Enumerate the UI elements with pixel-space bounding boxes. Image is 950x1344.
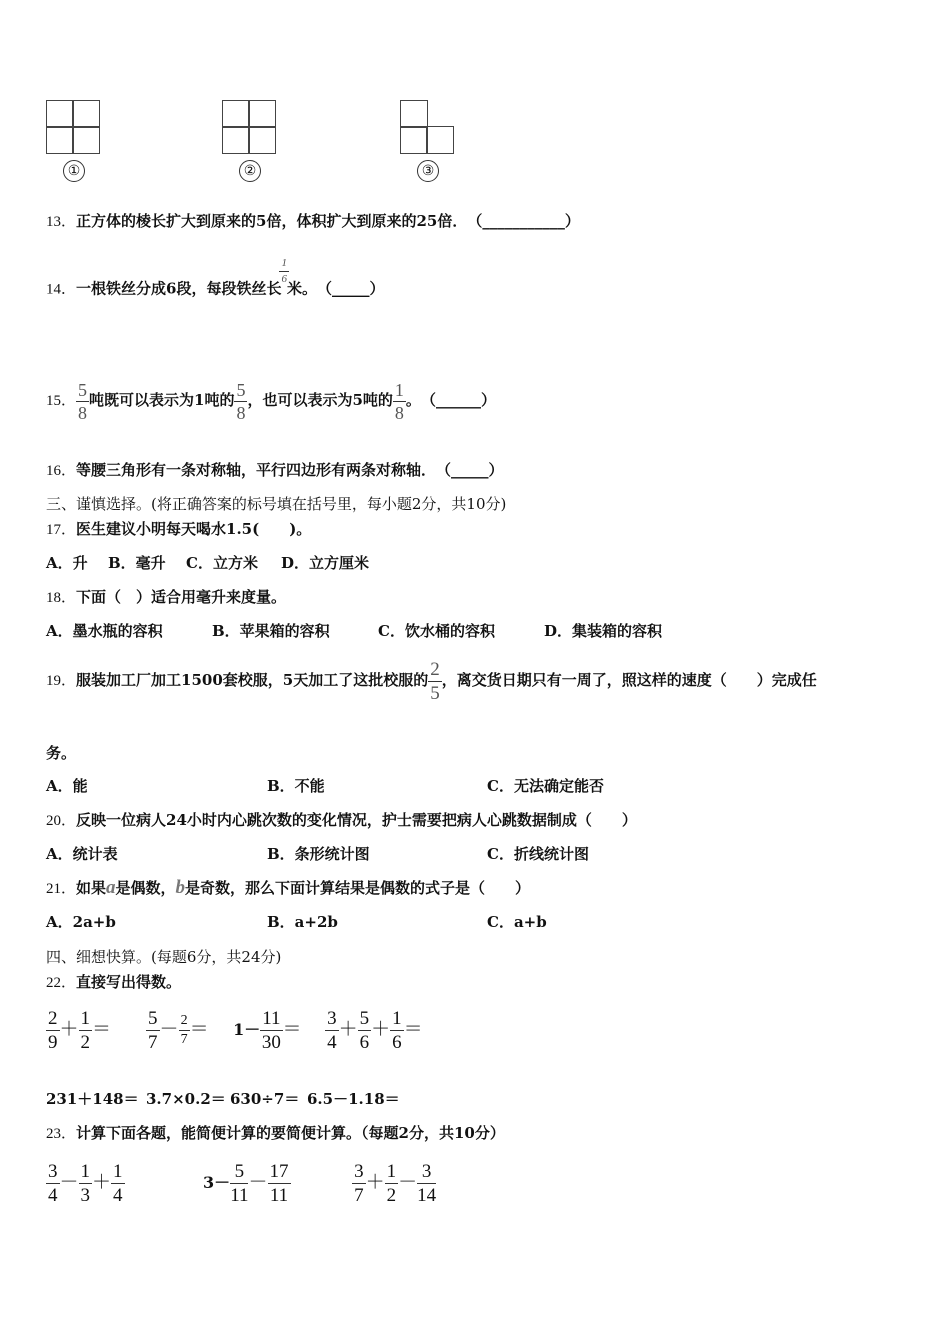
- expr-1: $\frac{3}{4}$ － $\frac{1}{3}$ ＋ $\frac{1}{4}$: [48, 1160, 123, 1206]
- question-number: 18．: [46, 590, 77, 606]
- answer-blank[interactable]: （_____）: [324, 279, 385, 298]
- question-number: 13．: [46, 214, 77, 230]
- fraction: $\frac{1}{8}$: [394, 379, 404, 423]
- figure-1: [46, 100, 102, 182]
- fraction: $\frac{1}{6}$: [281, 257, 287, 285]
- expr-2: 3－ $\frac{5}{11}$ － $\frac{17}{11}$: [203, 1160, 289, 1206]
- option-a[interactable]: A．升: [46, 554, 88, 572]
- figure-1-label: ①: [63, 160, 85, 182]
- question-20-options: [46, 844, 589, 864]
- expr-5: 231＋148＝: [46, 1090, 139, 1108]
- question-text: 计算下面各题，能简便计算的要简便计算。（每题2分，共10分）: [76, 1124, 505, 1142]
- question-number: 15．: [46, 393, 77, 409]
- option-b[interactable]: B．条形统计图: [267, 845, 370, 863]
- q22-fraction-row: [46, 1004, 423, 1055]
- question-text: 正方体的棱长扩大到原来的5倍，体积扩大到原来的25倍．: [76, 212, 460, 230]
- figure-2-label: ②: [239, 160, 261, 182]
- expr-4: $\frac{3}{4}$ ＋ $\frac{5}{6}$ ＋ $\frac{1}{6}$ ＝: [327, 1007, 423, 1053]
- section-3-heading: 三、谨慎选择。(将正确答案的标号填在括号里，每小题2分，共10分): [46, 495, 507, 513]
- fraction: $\frac{5}{8}$: [236, 379, 246, 423]
- question-21-options: [46, 912, 547, 932]
- question-text: 等腰三角形有一条对称轴，平行四边形有两条对称轴．: [76, 461, 429, 479]
- expr-8: 6.5－1.18＝: [307, 1090, 400, 1108]
- question-text: 医生建议小明每天喝水1.5( )。: [76, 520, 312, 538]
- question-text: 是奇数，那么下面计算结果是偶数的式子是（ ）: [185, 879, 531, 897]
- section-4-heading: 四、细想快算。(每题6分，共24分): [46, 948, 282, 966]
- question-number: 20．: [46, 813, 77, 829]
- answer-blank[interactable]: （___________）: [474, 212, 580, 230]
- expr-6: 3.7×0.2＝: [146, 1090, 226, 1108]
- question-text: 直接写出得数。: [76, 973, 182, 991]
- figure-2: [222, 100, 278, 182]
- option-b[interactable]: B．毫升: [108, 554, 166, 572]
- question-17-options: [46, 553, 369, 573]
- question-number: 16．: [46, 463, 77, 479]
- option-b[interactable]: B．苹果箱的容积: [212, 622, 330, 640]
- variable-a: a: [106, 877, 116, 898]
- question-number: 23．: [46, 1126, 77, 1142]
- question-20: [46, 810, 637, 831]
- question-13: [46, 211, 580, 232]
- answer-blank[interactable]: （_____）: [443, 461, 504, 479]
- question-19-options: [46, 776, 604, 796]
- question-text: 一根铁丝分成6段，每段铁丝长: [76, 279, 282, 298]
- question-number: 21．: [46, 881, 77, 897]
- question-19-continued: 务。: [46, 744, 77, 762]
- question-number: 14．: [46, 281, 77, 298]
- question-text: 是偶数，: [115, 879, 176, 897]
- option-a[interactable]: A．2a+b: [46, 913, 116, 931]
- figure-3-label: ③: [417, 160, 439, 182]
- question-text: 如果: [76, 879, 107, 897]
- question-18-options: [46, 621, 662, 641]
- question-21: [46, 878, 530, 899]
- fraction: $\frac{2}{5}$: [430, 658, 440, 704]
- variable-b: b: [175, 877, 186, 898]
- question-23: [46, 1123, 505, 1144]
- option-c[interactable]: C．立方米: [186, 554, 258, 572]
- expr-3: $\frac{3}{7}$ ＋ $\frac{1}{2}$ － $\frac{3}{14}$: [354, 1160, 437, 1206]
- figure-3: [400, 100, 456, 182]
- option-c[interactable]: C．折线统计图: [487, 845, 589, 863]
- question-text-end: 米。: [286, 279, 310, 298]
- question-text-end: 。: [405, 391, 414, 409]
- option-b[interactable]: B．a+2b: [267, 913, 338, 931]
- question-18: [46, 587, 286, 608]
- question-16: [46, 460, 504, 481]
- question-number: 22．: [46, 975, 77, 991]
- question-22: [46, 972, 181, 993]
- question-text: 服装加工厂加工1500套校服，5天加工了这批校服的: [76, 671, 429, 689]
- question-19: [46, 657, 817, 704]
- option-c[interactable]: C．无法确定能否: [487, 777, 604, 795]
- option-a[interactable]: A．墨水瓶的容积: [46, 622, 163, 640]
- expr-2: $\frac{5}{7}$ － $\frac{2}{7}$ ＝: [148, 1007, 209, 1053]
- q23-expression-row: [46, 1157, 436, 1208]
- question-text: ，离交货日期只有一周了，照这样的速度（ ）完成任: [441, 671, 817, 689]
- fraction: $\frac{5}{8}$: [78, 379, 88, 423]
- question-text: 吨既可以表示为1吨的: [89, 391, 235, 409]
- option-a[interactable]: A．能: [46, 777, 88, 795]
- option-c[interactable]: C．饮水桶的容积: [378, 622, 495, 640]
- option-d[interactable]: D．立方厘米: [281, 554, 370, 572]
- question-text: ，也可以表示为5吨的: [247, 391, 393, 409]
- option-d[interactable]: D．集装箱的容积: [544, 622, 663, 640]
- answer-blank[interactable]: （______）: [428, 391, 496, 409]
- option-a[interactable]: A．统计表: [46, 845, 118, 863]
- question-15: [46, 378, 496, 423]
- question-number: 17．: [46, 522, 77, 538]
- expr-1: $\frac{2}{9}$ ＋ $\frac{1}{2}$ ＝: [48, 1007, 112, 1053]
- expr-7: 630÷7＝: [230, 1090, 300, 1108]
- q22-arithmetic-row: [46, 1089, 400, 1109]
- expr-3: 1－ $\frac{11}{30}$ ＝: [233, 1007, 302, 1053]
- question-text: 下面（ ）适合用毫升来度量。: [76, 588, 287, 606]
- question-14: [46, 257, 385, 303]
- option-c[interactable]: C．a+b: [487, 913, 547, 931]
- option-b[interactable]: B．不能: [267, 777, 325, 795]
- question-text: 反映一位病人24小时内心跳次数的变化情况，护士需要把病人心跳数据制成（ ）: [76, 811, 637, 829]
- question-number: 19．: [46, 673, 77, 689]
- question-17: [46, 519, 311, 540]
